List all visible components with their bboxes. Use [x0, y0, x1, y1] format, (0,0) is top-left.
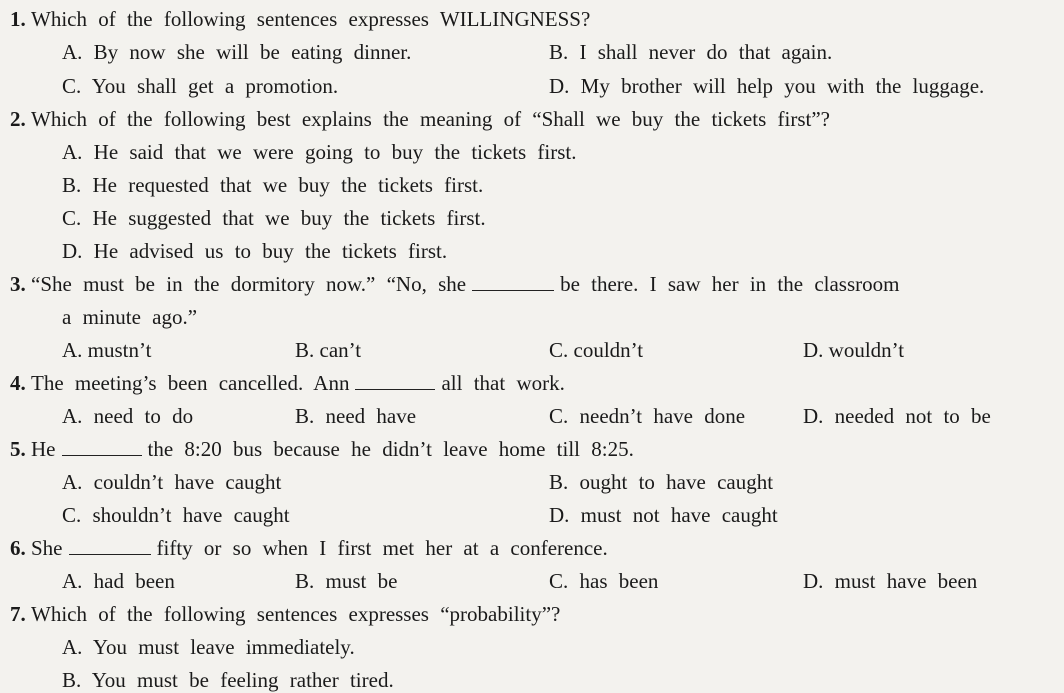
option-b: B. ought to have caught [549, 470, 774, 494]
option-c: C. couldn’t [549, 338, 644, 362]
option-a: A. couldn’t have caught [62, 470, 282, 494]
option-a: A. You must leave immediately. [62, 635, 355, 659]
question-number: 4. [10, 371, 26, 395]
option-a: A. By now she will be eating dinner. [62, 40, 412, 64]
option-d: D. must have been [803, 569, 978, 593]
option-d: D. wouldn’t [803, 338, 905, 362]
option-d: D. needed not to be [803, 404, 991, 428]
option-d: D. He advised us to buy the tickets first. [62, 239, 448, 263]
option-c: C. shouldn’t have caught [62, 503, 290, 527]
option-b: B. You must be feeling rather tired. [62, 668, 394, 692]
question-4 [10, 370, 565, 396]
option-b: B. can’t [295, 338, 362, 362]
option-b: B. I shall never do that again. [549, 40, 833, 64]
question-7 [10, 601, 560, 627]
answer-blank [62, 437, 142, 456]
question-number: 3. [10, 272, 26, 296]
option-a: A. need to do [62, 404, 194, 428]
question-text-pre: She [31, 536, 63, 560]
question-text-pre: He [31, 437, 56, 461]
question-text-post: be there. I saw her in the classroom [560, 272, 900, 296]
question-text-pre: “She must be in the dormitory now.” “No, she [31, 272, 467, 296]
question-text-post: the 8:20 bus because he didn’t leave home till 8:25. [147, 437, 634, 461]
question-text-pre: The meeting’s been cancelled. Ann [31, 371, 350, 395]
option-a: A. He said that we were going to buy the tickets first. [62, 140, 577, 164]
question-text-post: fifty or so when I first met her at a conference. [156, 536, 608, 560]
option-c: C. He suggested that we buy the tickets first. [62, 206, 486, 230]
question-number: 1. [10, 7, 26, 31]
question-5 [10, 436, 634, 462]
question-6 [10, 535, 608, 561]
option-b: B. He requested that we buy the tickets first. [62, 173, 484, 197]
answer-blank [355, 371, 435, 390]
option-c: C. You shall get a promotion. [62, 74, 339, 98]
option-c: C. has been [549, 569, 659, 593]
option-b: B. need have [295, 404, 417, 428]
option-a: A. had been [62, 569, 175, 593]
option-a: A. mustn’t [62, 338, 152, 362]
question-number: 6. [10, 536, 26, 560]
option-d: D. must not have caught [549, 503, 778, 527]
answer-blank [472, 272, 554, 291]
question-number: 5. [10, 437, 26, 461]
option-b: B. must be [295, 569, 398, 593]
question-number: 7. [10, 602, 26, 626]
question-1 [10, 6, 590, 32]
question-3 [10, 271, 899, 297]
question-text: Which of the following best explains the meaning of “Shall we buy the tickets first”? [31, 107, 830, 131]
question-text-post: all that work. [441, 371, 565, 395]
question-text: Which of the following sentences expresses WILLINGNESS? [31, 7, 591, 31]
question-2 [10, 106, 830, 132]
question-text-continued: a minute ago.” [62, 305, 198, 329]
question-text: Which of the following sentences expresses “probability”? [31, 602, 561, 626]
question-number: 2. [10, 107, 26, 131]
answer-blank [69, 536, 151, 555]
option-c: C. needn’t have done [549, 404, 746, 428]
option-d: D. My brother will help you with the luggage. [549, 74, 985, 98]
